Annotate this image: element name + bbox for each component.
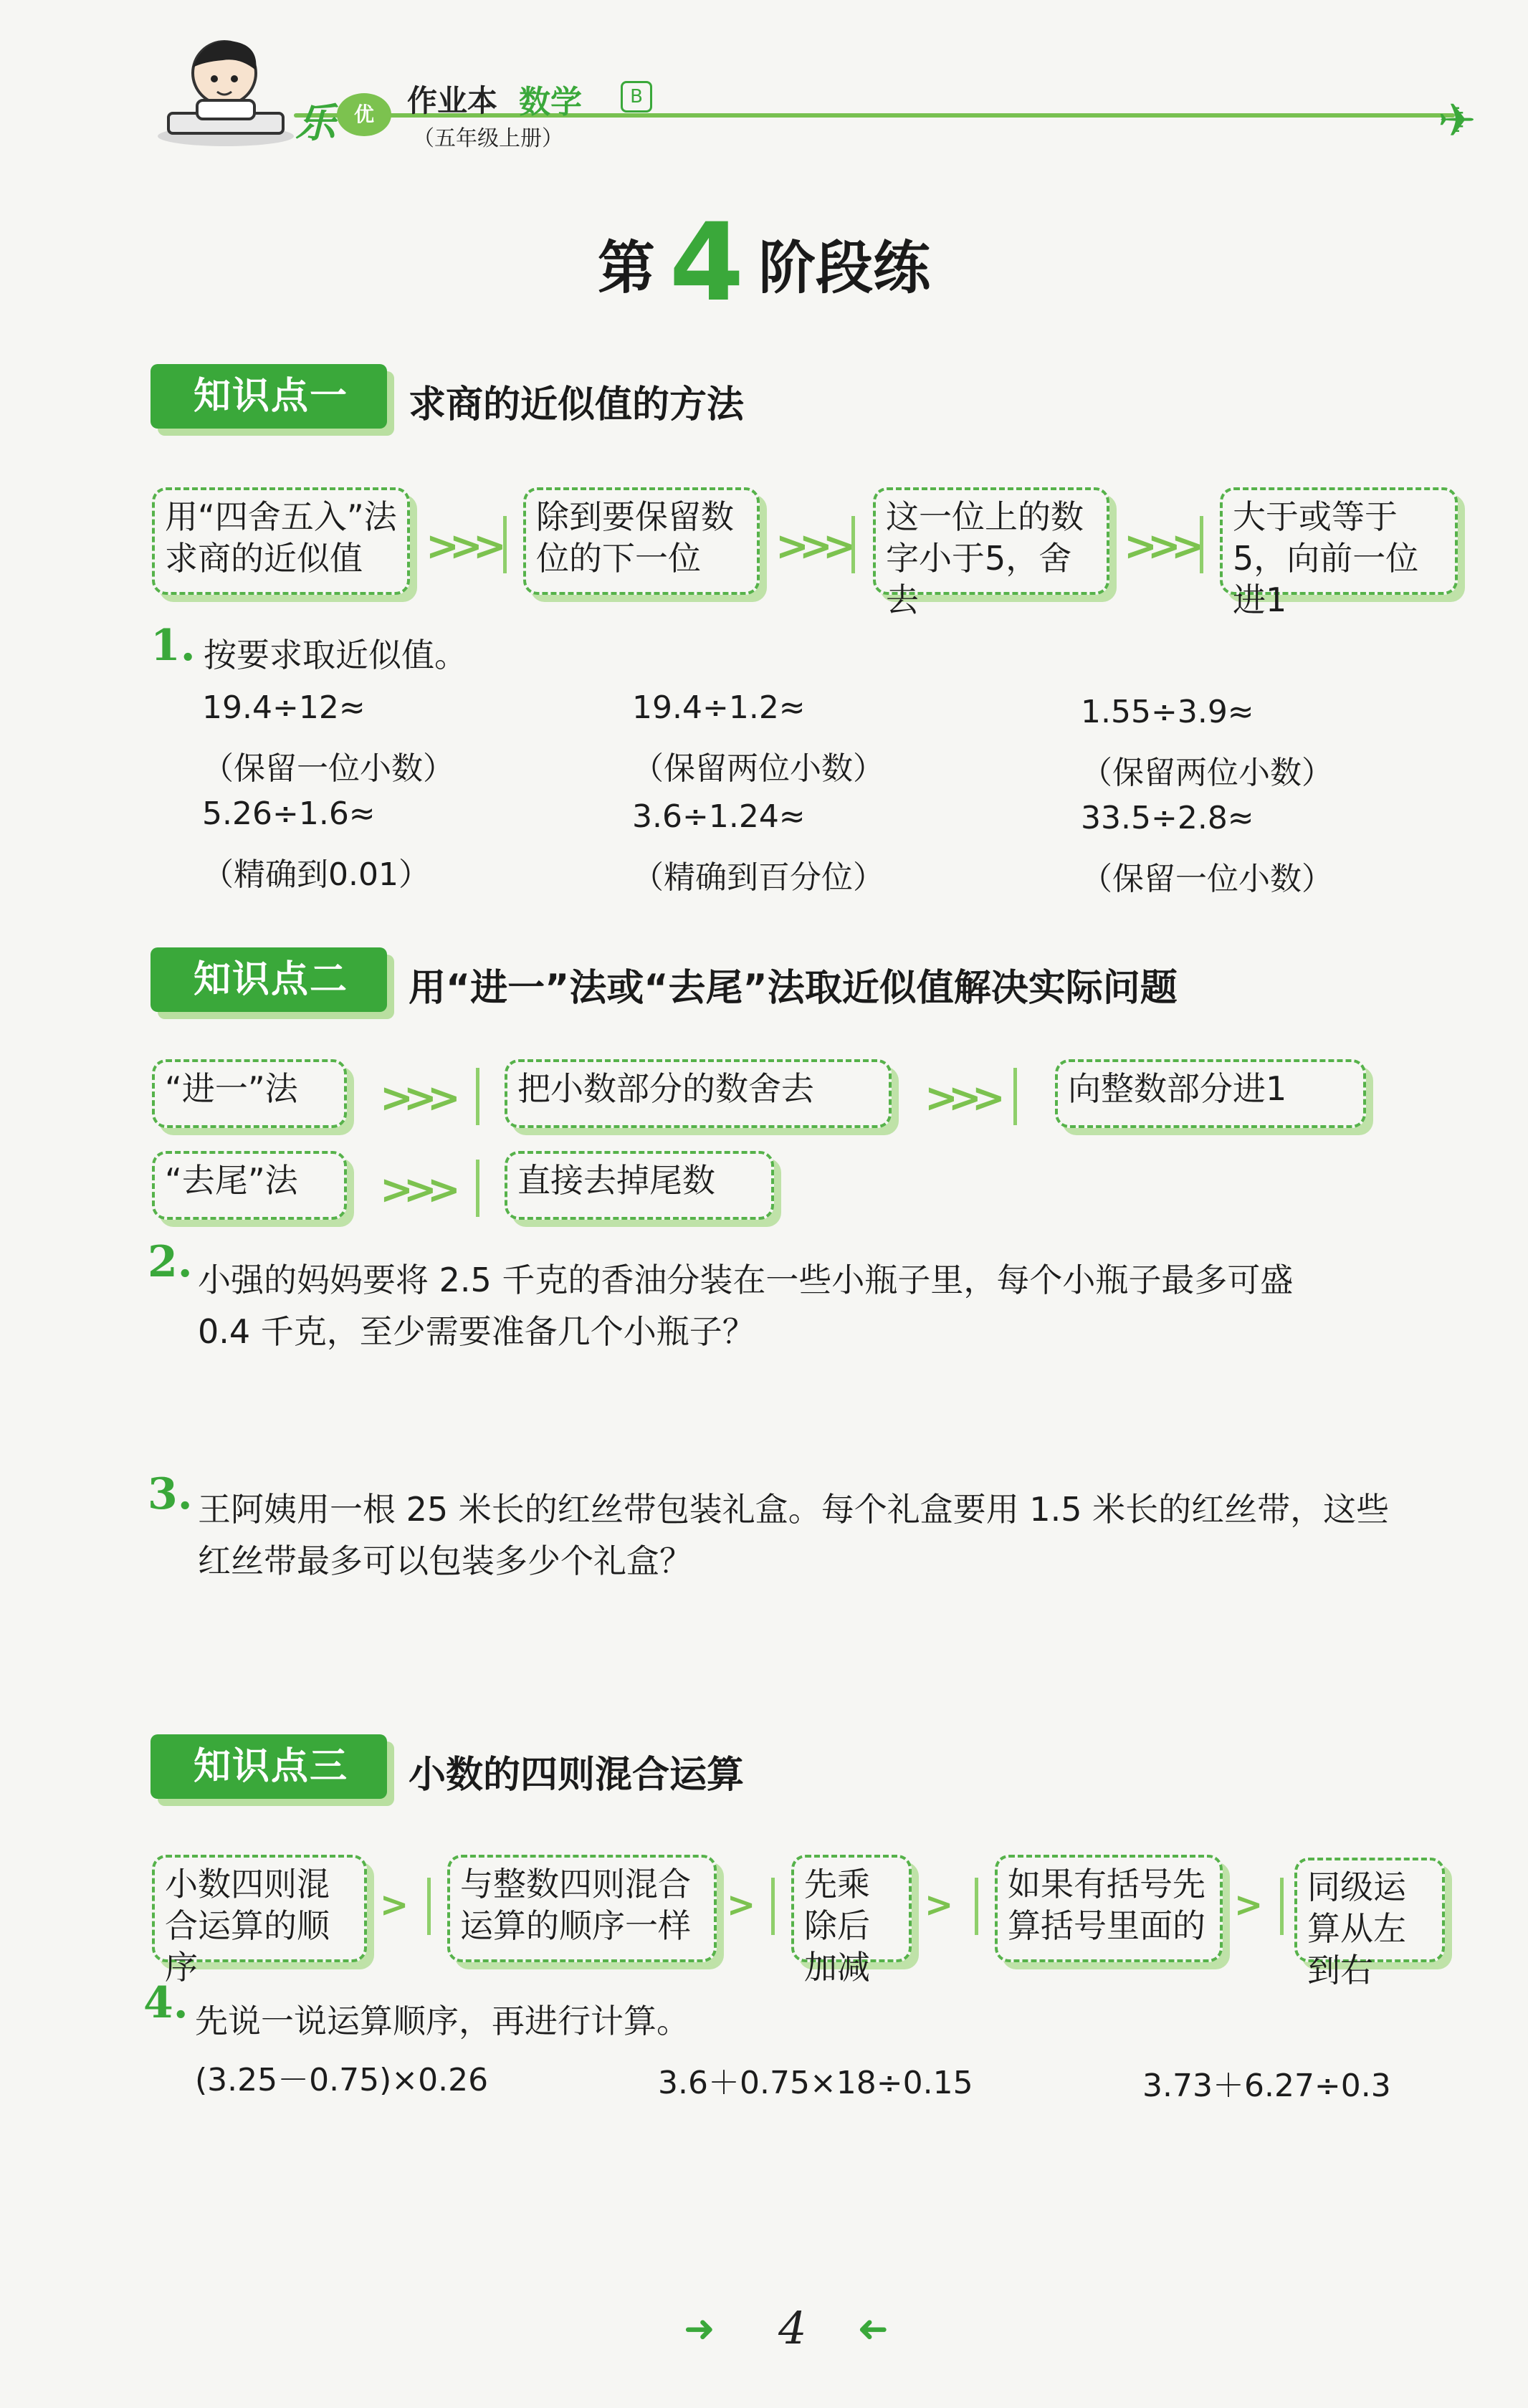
flow2-step-a1: 把小数部分的数舍去 [505, 1059, 892, 1128]
page-header [0, 0, 1528, 165]
series-name: 作业本 [407, 83, 498, 118]
flow1-step-4: 大于或等于5，向前一位进1 [1220, 487, 1458, 595]
flow1-step-1: 用“四舍五入”法求商的近似值 [152, 487, 410, 595]
section-1-title: 求商的近似值的方法 [409, 383, 745, 426]
q1-req-6: （保留一位小数） [1081, 861, 1333, 897]
flow-divider [1200, 516, 1203, 573]
flow-arrow-icon: >>> [426, 523, 497, 570]
q1-expr-3: 1.55÷3.9≈ [1081, 694, 1254, 730]
flow-divider [476, 1068, 479, 1125]
flow1-step-3: 这一位上的数字小于5，舍去 [873, 487, 1109, 595]
arrow-left-icon: ➜ [857, 2308, 889, 2351]
section-3-badge: 知识点三 [151, 1734, 387, 1799]
title-number: 4 [669, 201, 745, 325]
q4-text: 先说一说运算顺序，再进行计算。 [195, 2002, 689, 2040]
subject-name: 数学 [519, 84, 582, 120]
flow-divider [1013, 1068, 1017, 1125]
flow1-step-2: 除到要保留数位的下一位 [523, 487, 760, 595]
flow-arrow-icon: >>> [380, 1167, 451, 1213]
q1-expr-6: 33.5÷2.8≈ [1081, 800, 1254, 836]
q2-number: 2. [148, 1237, 193, 1287]
page-number: 4 [778, 2302, 807, 2354]
q1-number: 1. [151, 621, 196, 671]
q3-line-2: 红丝带最多可以包装多少个礼盒？ [198, 1542, 692, 1580]
flow-divider [427, 1878, 431, 1935]
flow2-method-jinyi: “进一”法 [152, 1059, 347, 1128]
flow-divider [476, 1160, 479, 1217]
q3-line-1: 王阿姨用一根 25 米长的红丝带包装礼盒。每个礼盒要用 1.5 米长的红丝带，这些 [198, 1490, 1390, 1529]
flow-arrow-icon: > [1234, 1885, 1254, 1925]
title-suffix: 阶段练 [758, 234, 931, 302]
flow3-step-3: 先乘除后加减 [791, 1855, 912, 1962]
section-3-title: 小数的四则混合运算 [409, 1754, 745, 1797]
section-2-badge: 知识点二 [151, 947, 387, 1012]
q1-req-2: （保留两位小数） [632, 750, 884, 787]
flow3-step-1: 小数四则混合运算的顺序 [152, 1855, 367, 1962]
q1-req-1: （保留一位小数） [202, 750, 454, 787]
student-mascot-icon [154, 29, 297, 150]
title-prefix: 第 [597, 234, 655, 302]
flow-divider [503, 516, 507, 573]
q4-expr-3: 3.73＋6.27÷0.3 [1142, 2068, 1391, 2104]
q1-expr-5: 3.6÷1.24≈ [632, 798, 806, 835]
flow-divider [975, 1878, 978, 1935]
q4-number: 4. [143, 1978, 188, 2028]
flow2-method-quwei: “去尾”法 [152, 1151, 347, 1220]
q2-line-2: 0.4 千克，至少需要准备几个小瓶子？ [198, 1312, 755, 1351]
flow2-step-a2: 向整数部分进1 [1055, 1059, 1366, 1128]
flow-arrow-icon: >>> [380, 1075, 451, 1122]
logo-you: 优 [337, 93, 391, 136]
flow3-step-2: 与整数四则混合运算的顺序一样 [447, 1855, 717, 1962]
page-title [0, 201, 1528, 325]
q1-expr-2: 19.4÷1.2≈ [632, 689, 806, 726]
q4-expr-2: 3.6＋0.75×18÷0.15 [658, 2065, 973, 2101]
q1-expr-4: 5.26÷1.6≈ [202, 796, 376, 832]
flow-divider [1280, 1878, 1284, 1935]
flow-arrow-icon: > [925, 1885, 944, 1925]
flow-arrow-icon: >>> [1124, 523, 1195, 570]
q1-req-5: （精确到百分位） [632, 859, 884, 896]
edition-badge: B [621, 81, 652, 113]
flow-divider [771, 1878, 775, 1935]
flow-arrow-icon: > [727, 1885, 746, 1925]
grade-label: （五年级上册） [413, 126, 563, 151]
q3-number: 3. [148, 1469, 193, 1519]
q1-expr-1: 19.4÷12≈ [202, 689, 366, 726]
q2-line-1: 小强的妈妈要将 2.5 千克的香油分装在一些小瓶子里，每个小瓶子最多可盛 [198, 1261, 1294, 1299]
flow2-step-b1: 直接去掉尾数 [505, 1151, 774, 1220]
flow-arrow-icon: > [380, 1885, 399, 1925]
logo-le: 乐 [295, 100, 335, 147]
flow-arrow-icon: >>> [925, 1075, 995, 1122]
flow-arrow-icon: >>> [775, 523, 846, 570]
section-2-title: 用“进一”法或“去尾”法取近似值解决实际问题 [409, 967, 1178, 1010]
airplane-icon: ✈ [1438, 95, 1476, 148]
page-footer [0, 2302, 1528, 2354]
arrow-right-icon: ➜ [684, 2308, 715, 2351]
flow3-step-4: 如果有括号先算括号里面的 [995, 1855, 1223, 1962]
q1-req-3: （保留两位小数） [1081, 755, 1333, 791]
flow-divider [851, 516, 855, 573]
q1-req-4: （精确到0.01） [202, 856, 430, 893]
section-1-badge: 知识点一 [151, 364, 387, 429]
q1-text: 按要求取近似值。 [204, 636, 467, 674]
q4-expr-1: (3.25－0.75)×0.26 [195, 2062, 489, 2098]
flow3-step-5: 同级运算从左到右 [1294, 1858, 1445, 1962]
